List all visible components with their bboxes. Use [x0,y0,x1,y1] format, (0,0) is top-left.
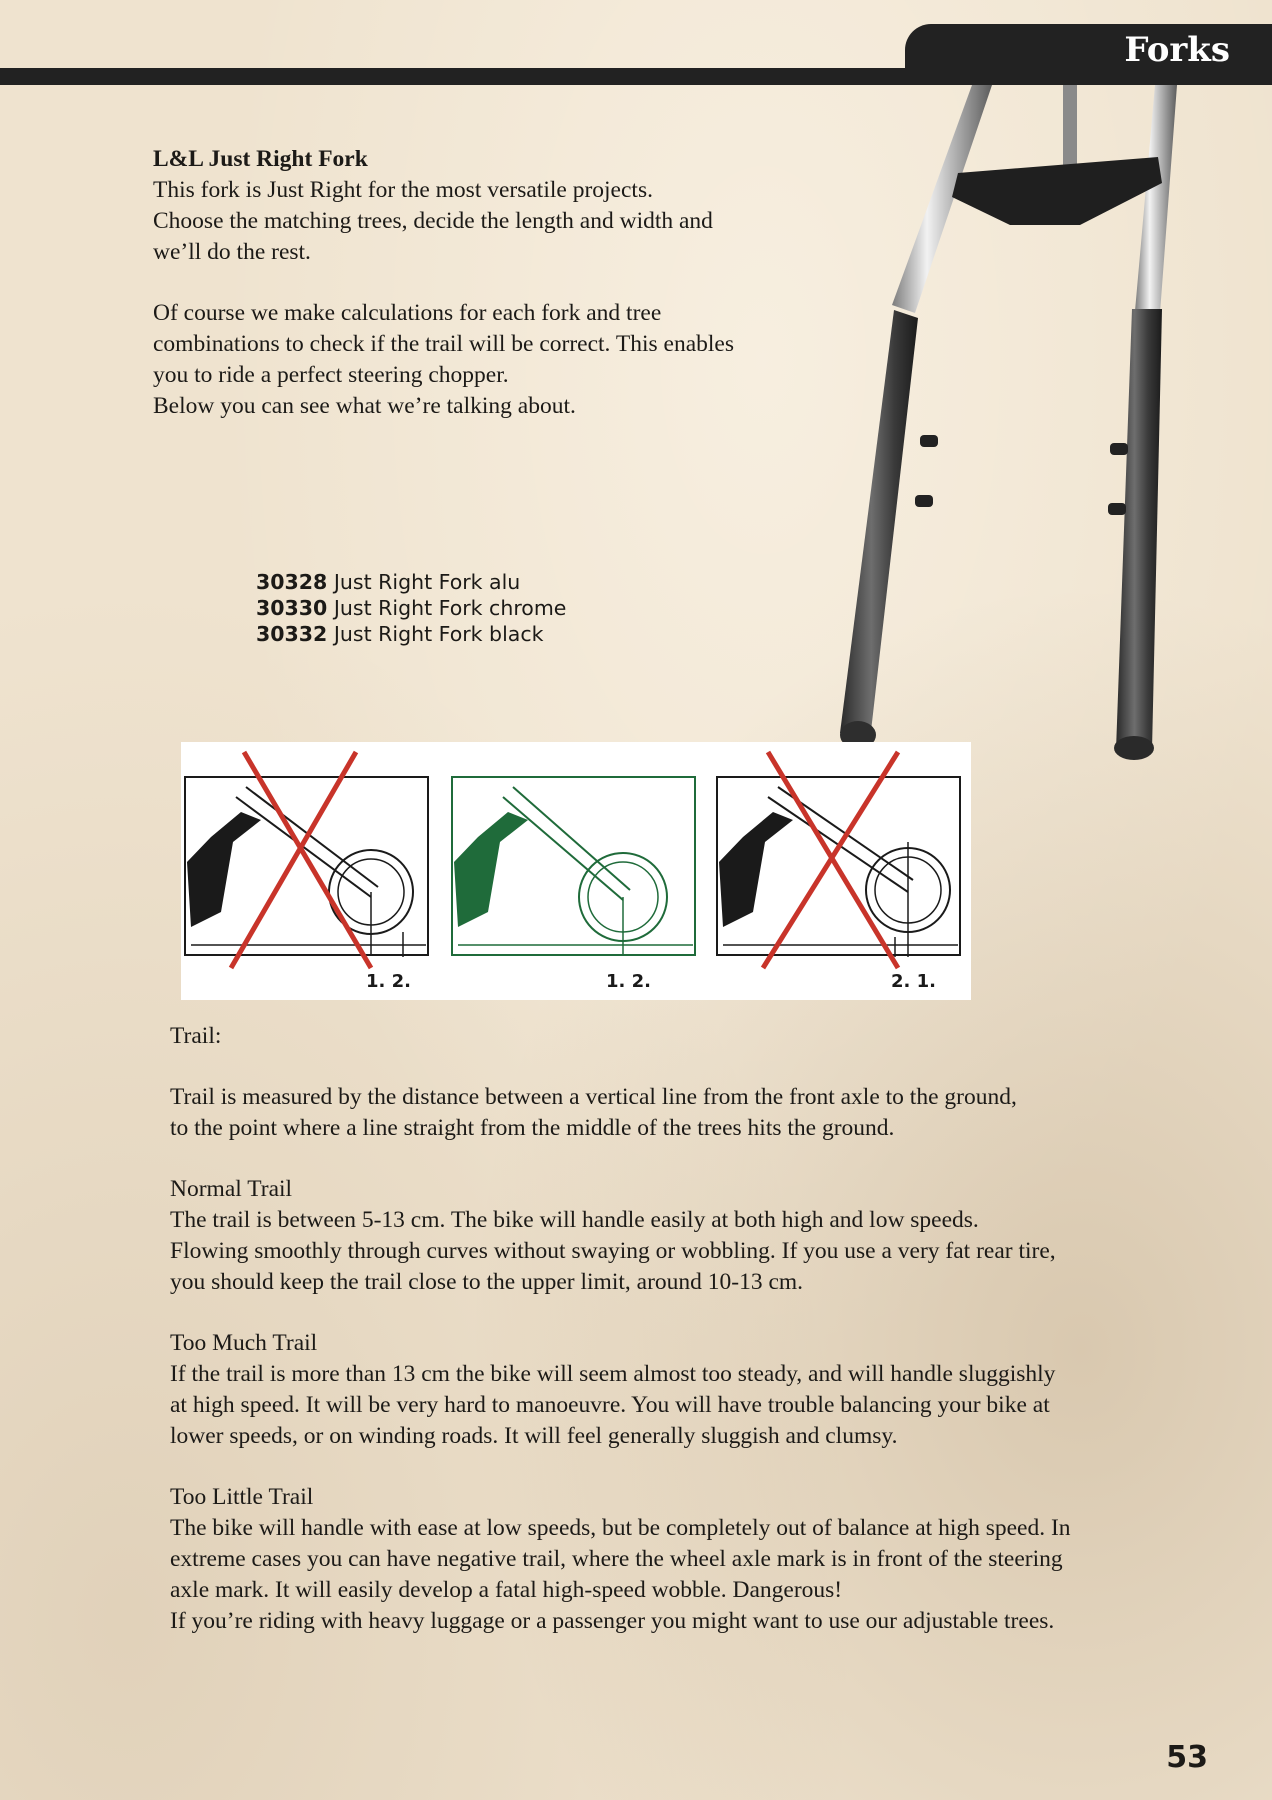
too-much-trail-line: If the trail is more than 13 cm the bike will seem almost too steady, and will handle sluggishly [170,1361,1056,1387]
page-number: 53 [1166,1740,1208,1775]
diagram-label: 1. 2. [366,971,411,992]
trail-diagram-panel [181,742,971,1000]
intro-line: This fork is Just Right for the most versatile projects. [153,177,653,203]
fork-product-image [820,85,1190,775]
intro-block [153,144,813,422]
product-title: L&L Just Right Fork [153,146,368,172]
diagram-label: 1. 2. [606,971,651,992]
too-much-trail-line: at high speed. It will be very hard to manoeuvre. You will have trouble balancing your bike at [170,1392,1050,1418]
intro-line: Choose the matching trees, decide the length and width and [153,208,713,234]
trail-diagram-wrong-short [181,742,439,1000]
intro-line: Below you can see what we’re talking about. [153,393,576,419]
trail-diagram-wrong-negative [713,742,971,1000]
trail-definition-line: to the point where a line straight from the middle of the trees hits the ground. [170,1115,895,1141]
normal-trail-line: Flowing smoothly through curves without swaying or wobbling. If you use a very fat rear tire, [170,1238,1056,1264]
trail-heading: Trail: [170,1023,222,1049]
too-little-trail-line: extreme cases you can have negative trail, where the wheel axle mark is in front of the steering [170,1546,1063,1572]
normal-trail-heading: Normal Trail [170,1176,293,1202]
intro-line: you to ride a perfect steering chopper. [153,362,509,388]
too-little-trail-line: If you’re riding with heavy luggage or a passenger you might want to use our adjustable trees. [170,1608,1055,1634]
normal-trail-line: you should keep the trail close to the upper limit, around 10-13 cm. [170,1269,804,1295]
intro-line: Of course we make calculations for each fork and tree [153,300,662,326]
diagram-label: 2. 1. [891,971,936,992]
part-list [256,569,566,647]
part-item: 30330 Just Right Fork chrome [256,596,567,620]
too-little-trail-line: axle mark. It will easily develop a fatal high-speed wobble. Dangerous! [170,1577,843,1603]
intro-line: combinations to check if the trail will be correct. This enables [153,331,735,357]
trail-definition-line: Trail is measured by the distance between a vertical line from the front axle to the ground, [170,1084,1017,1110]
part-item: 30328 Just Right Fork alu [256,570,521,594]
normal-trail-line: The trail is between 5-13 cm. The bike will handle easily at both high and low speeds. [170,1207,979,1233]
too-little-trail-heading: Too Little Trail [170,1484,314,1510]
trail-explanation [170,1021,1180,1637]
too-much-trail-line: lower speeds, or on winding roads. It will feel generally sluggish and clumsy. [170,1423,898,1449]
section-title: Forks [1124,30,1230,70]
part-item: 30332 Just Right Fork black [256,622,544,646]
intro-line: we’ll do the rest. [153,239,311,265]
too-little-trail-line: The bike will handle with ease at low speeds, but be completely out of balance at high speed. In [170,1515,1071,1541]
trail-diagram-correct [448,742,706,1000]
too-much-trail-heading: Too Much Trail [170,1330,318,1356]
